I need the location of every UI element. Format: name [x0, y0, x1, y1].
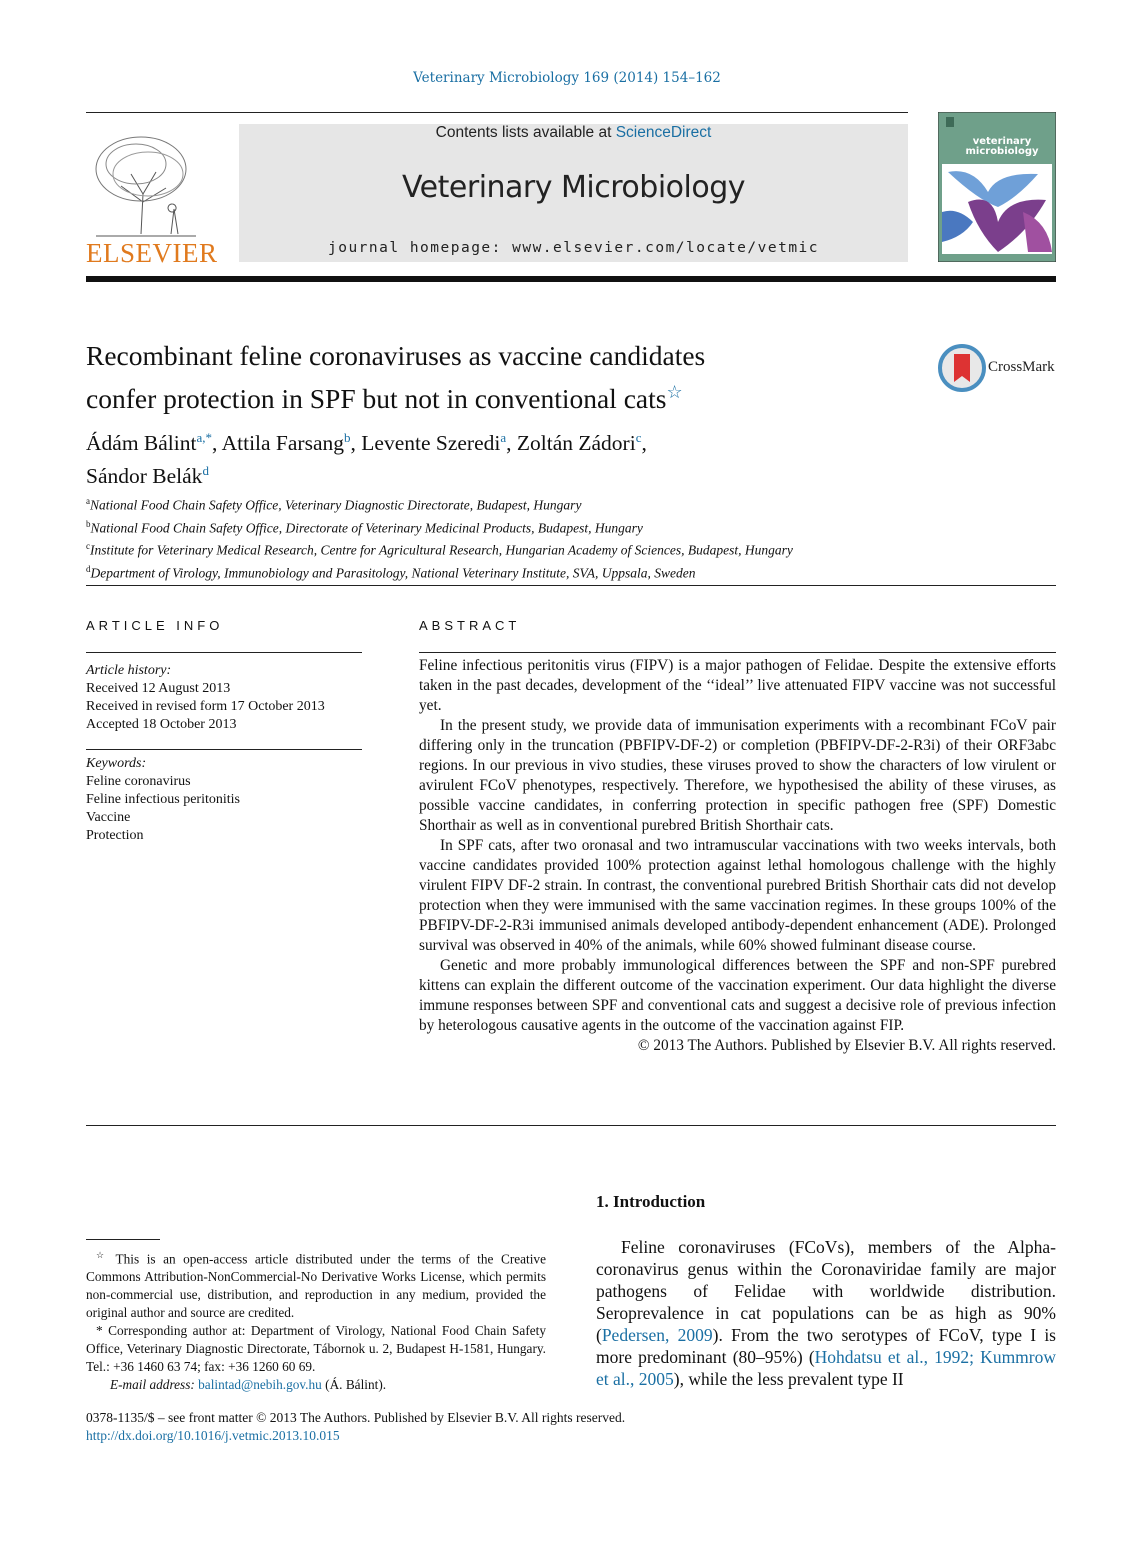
author-affil-mark[interactable]: d	[202, 463, 209, 479]
abstract-paragraph: In SPF cats, after two oronasal and two intramuscular vaccinations with two weeks intervals, both vaccine candidates provided 100% protection against lethal homologous challenge with the highly virulent FIPV DF-2 strain. In contrast, the conventional purebred British Shorthair cats did not develop protection when they were immunised with the same vaccination regimes. In these groups 100% of the PBFIPV-DF-2-R3i immunised animals developed antibody-dependent enhancement (ADE). Prolonged survival was observed in 40% of the animals, while 60% showed fulminant disease course.	[419, 837, 1056, 954]
author-separator: ,	[641, 431, 647, 456]
affiliation-item	[86, 560, 986, 583]
abstract-paragraph: Feline infectious peritonitis virus (FIPV) is a major pathogen of Felidae. Despite the extensive efforts taken in the past decades, development of the ‘‘ideal’’ live attenuated FIPV vaccine was not successful yet.	[419, 657, 1056, 714]
abstract-copyright: © 2013 The Authors. Published by Elsevier B.V. All rights reserved.	[637, 1037, 1056, 1054]
email-footnote	[86, 1376, 546, 1394]
footnote-rule	[86, 1239, 160, 1240]
affiliation-item	[86, 515, 986, 538]
front-matter-info	[86, 1409, 986, 1445]
affiliation-item	[86, 537, 986, 560]
author-name: Levente Szeredi	[361, 431, 501, 456]
affiliation-text: National Food Chain Safety Office, Veterinary Diagnostic Directorate, Budapest, Hungary	[90, 497, 582, 513]
header-rule	[86, 112, 908, 113]
header-thick-rule	[86, 276, 1056, 282]
affiliation-key: a	[86, 496, 90, 506]
crossmark-badge[interactable]	[938, 344, 1068, 392]
author-affil-mark[interactable]: b	[344, 430, 351, 445]
crossmark-label: CrossMark	[988, 359, 1055, 375]
journal-title: Veterinary Microbiology	[401, 170, 746, 205]
author-name: Ádám Bálint	[86, 431, 197, 456]
email-suffix: (Á. Bálint).	[321, 1377, 387, 1393]
affiliation-item	[86, 492, 986, 515]
journal-cover-image[interactable]	[938, 112, 1056, 262]
intro-text-segment: Feline coronaviruses (FCoVs), members of the Alpha-coronavirus genus within the Coronaviridae family are major pathogens of Felidae with worldwide distribution. Seroprevalence in cat populations can be as high as 90% (	[596, 1237, 1056, 1345]
footnotes	[86, 1246, 546, 1394]
author-list	[86, 424, 906, 490]
contents-line	[239, 124, 908, 142]
article-title	[86, 338, 906, 417]
author-affil-mark[interactable]: c	[635, 430, 642, 445]
introduction-heading: 1. Introduction	[596, 1192, 706, 1211]
author-name: Attila Farsang	[221, 431, 345, 456]
title-footnote-mark[interactable]: ☆	[666, 382, 683, 402]
section-divider	[86, 585, 1056, 586]
history-item: Received 12 August 2013	[86, 681, 231, 696]
keyword-item: Protection	[86, 828, 144, 843]
email-label: E-mail address:	[110, 1377, 199, 1393]
introduction-paragraph	[596, 1236, 1056, 1390]
introduction-body	[596, 1236, 1056, 1390]
intro-text-segment: ). From the two serotypes of FCoV, type I is more predominant (80–95%) (	[596, 1325, 1056, 1367]
affiliation-text: National Food Chain Safety Office, Directorate of Veterinary Medicinal Products, Budapest, Hungary	[90, 520, 643, 535]
cover-title-line2: microbiology	[965, 146, 1039, 157]
affiliation-list	[86, 492, 986, 582]
footnote-text: This is an open-access article distributed under the terms of the Creative Commons Attribution-NonCommercial-No Derivative Works License, which permits non-commercial use, distribution, and reproduction in any medium, provided the original author and source are credited.	[86, 1251, 546, 1321]
affiliation-key: d	[86, 563, 91, 574]
footnote-mark: ☆	[96, 1250, 109, 1260]
article-history	[86, 662, 362, 734]
abstract-paragraph: In the present study, we provide data of immunisation experiments with a recombinant FCoV pair differing only in the truncation (PBFIPV-DF-2) or completion (PBFIPV-DF-2-R3i) of their ORF3abc regions. In our previous in vivo studies, these viruses proved to show the characters of low virulent or avirulent FCoV phenotypes, respectively. Therefore, we hypothesised the ability of these viruses, as possible vaccine candidates, in conferring protection in specific pathogen free (SPF) Domestic Shorthair as well as in conventional purebred British Shorthair cats.	[419, 717, 1056, 834]
contents-prefix: Contents lists available at	[435, 124, 616, 141]
doi-link[interactable]: http://dx.doi.org/10.1016/j.vetmic.2013.10.015	[86, 1428, 340, 1443]
author-affil-mark[interactable]: a	[500, 430, 507, 445]
corresponding-footnote: * Corresponding author at: Department of Virology, National Food Chain Safety Office, Veterinary Diagnostic Directorate, Tábornok u. 2, Budapest H-1581, Hungary. Tel.: +36 1460 63 74; fax: +36 1260 60 69.	[86, 1323, 546, 1375]
keyword-item: Feline coronavirus	[86, 774, 191, 789]
author-separator: ,	[350, 431, 362, 456]
intro-text-segment: ), while the less prevalent type II	[673, 1369, 904, 1389]
abstract-end-rule	[86, 1125, 1056, 1126]
history-label: Article history:	[86, 663, 172, 678]
crossmark-icon	[938, 344, 986, 392]
reference-link[interactable]: Pedersen, 2009	[601, 1325, 713, 1345]
history-item: Accepted 18 October 2013	[86, 717, 237, 732]
elsevier-wordmark: ELSEVIER	[86, 238, 218, 268]
abstract-heading: ABSTRACT	[419, 618, 521, 633]
keyword-item: Vaccine	[86, 810, 131, 825]
title-line2: confer protection in SPF but not in conventional cats	[86, 383, 667, 415]
author-name: Sándor Belák	[86, 464, 203, 489]
open-access-footnote	[86, 1246, 546, 1322]
sciencedirect-link[interactable]: ScienceDirect	[615, 124, 712, 141]
journal-citation[interactable]: Veterinary Microbiology 169 (2014) 154–162	[413, 70, 721, 86]
keywords-block	[86, 755, 362, 845]
keywords-label: Keywords:	[86, 756, 147, 771]
article-info-heading: ARTICLE INFO	[86, 618, 224, 633]
history-item: Received in revised form 17 October 2013	[86, 699, 325, 714]
affiliation-text: Department of Virology, Immunobiology and Parasitology, National Veterinary Institute, SVA, Uppsala, Sweden	[90, 565, 696, 580]
author-separator: ,	[506, 431, 517, 456]
title-line1: Recombinant feline coronaviruses as vaccine candidates	[86, 340, 706, 371]
abstract-paragraph: Genetic and more probably immunological differences between the SPF and non-SPF purebred kittens can explain the different outcome of the vaccination experiment. Our data highlight the diverse immune responses between SPF and conventional cats and suggest a decisive role of previous infection by heterologous causative agents in the outcome of the vaccination against FIP.	[419, 957, 1056, 1034]
reference-link[interactable]: Hohdatsu et al., 1992; Kummrow et al., 2005	[596, 1347, 1057, 1389]
abstract-rule	[419, 652, 1056, 653]
journal-homepage[interactable]: journal homepage: www.elsevier.com/locate/vetmic	[327, 240, 820, 256]
cover-title-line1: veterinary	[972, 136, 1032, 147]
author-separator: ,	[212, 431, 222, 456]
issn-line: 0378-1135/$ – see front matter © 2013 The Authors. Published by Elsevier B.V. All rights reserved.	[86, 1410, 626, 1425]
author-name: Zoltán Zádori	[516, 431, 636, 456]
affiliation-key: c	[86, 541, 90, 551]
article-info-rule	[86, 652, 362, 653]
author-affil-mark[interactable]: a,*	[196, 430, 213, 445]
email-link[interactable]: balintad@nebih.gov.hu	[198, 1377, 322, 1393]
abstract-body	[419, 656, 1056, 1056]
keyword-item: Feline infectious peritonitis	[86, 792, 240, 807]
affiliation-text: Institute for Veterinary Medical Research, Centre for Agricultural Research, Hungarian Academy of Sciences, Budapest, Hungary	[90, 542, 793, 558]
keywords-rule	[86, 749, 362, 750]
affiliation-key: b	[86, 518, 91, 529]
